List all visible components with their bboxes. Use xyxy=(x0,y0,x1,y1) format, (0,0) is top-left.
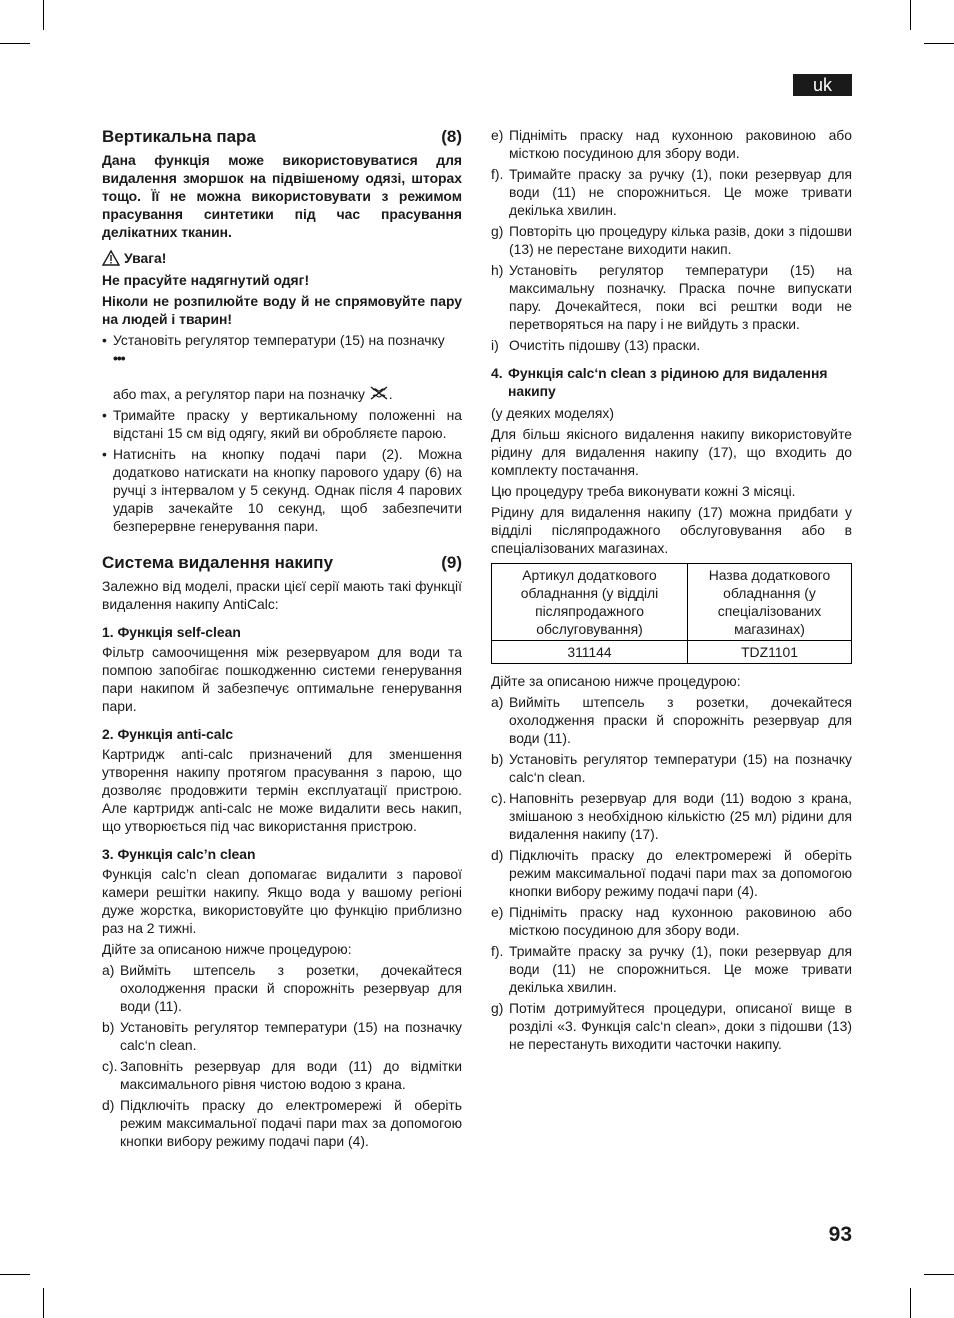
crop-mark xyxy=(924,43,954,44)
step-text: Тримайте праску за ручку (1), поки резервуар для води (11) не спорожниться. Це може тривати декілька хвилин. xyxy=(509,166,852,218)
list-item xyxy=(491,750,852,786)
section-number: (8) xyxy=(441,127,462,146)
bullet-icon: • xyxy=(102,332,107,348)
step-text: Наповніть резервуар для води (11) водою з крана, змішаною з необхідною кількістю (25 мл) рідини для видалення накипу (17). xyxy=(509,790,852,842)
list-item xyxy=(491,222,852,258)
list-item-text: Тримайте праску у вертикальному положенні на відстані 15 см від одягу, який ви обробляєте парою. xyxy=(113,407,462,441)
step-text: Вийміть штепсель з розетки, дочекайтеся охолодження праски й спорожніть резервуар для води (11). xyxy=(120,962,462,1014)
function-text-calc-clean: Функція calc’n clean допомагає видалити з парової камери решітки накипу. Якщо вода у вашому регіоні дуже жорстка, використовуйте цю функцію приблизно раз на 2 тижні. xyxy=(102,866,462,936)
list-item xyxy=(491,903,852,939)
step-text: Установіть регулятор температури (15) на максимальну позначку. Праска почне випускати пару. Дочекайтеся, поки всі рештки води не перетворяться на пару і не вийдуть з праски. xyxy=(509,262,852,332)
warning-triangle-icon xyxy=(102,250,120,266)
step-marker: b) xyxy=(491,751,504,767)
function-number: 4. xyxy=(491,365,503,381)
procedure-intro: Дійте за описаною нижче процедурою: xyxy=(491,673,741,689)
function-title-calc-clean-liquid xyxy=(491,364,852,400)
language-badge: uk xyxy=(793,74,852,96)
steam-symbol-icon xyxy=(369,385,389,401)
list-item xyxy=(491,693,852,747)
list-item xyxy=(491,126,852,162)
step-text: Установіть регулятор температури (15) на позначку calc‘n clean. xyxy=(120,1019,462,1053)
crop-mark xyxy=(43,0,44,30)
list-item-text: Натисніть на кнопку подачі пари (2). Можна додатково натискати на кнопку парового удару (6) на ручці з інтервалом у 5 секунд. Однак після 4 парових ударів зачекайте 10 секунд, щоб забезпечити безперервне генерування пари. xyxy=(113,446,462,534)
list-item xyxy=(491,999,852,1053)
section-title-vertical-steam xyxy=(102,126,462,148)
table-header-cell: Назва додаткового обладнання (у спеціалізованих магазинах) xyxy=(688,564,852,641)
list-item xyxy=(491,261,852,333)
list-item xyxy=(102,445,462,535)
list-item xyxy=(102,406,462,442)
list-item xyxy=(491,165,852,219)
descaling-intro: Залежно від моделі, праски цієї серії мають такі функції видалення накипу AntiCalc: xyxy=(102,578,462,612)
step-text: Повторіть цю процедуру кілька разів, доки з підошви (13) не перестане виходити накип. xyxy=(509,223,852,257)
left-column xyxy=(102,126,462,1153)
step-marker: c). xyxy=(102,1058,118,1074)
right-column xyxy=(491,126,852,1056)
crop-mark xyxy=(910,1288,911,1318)
function-title-calc-clean: 3. Функція calc’n clean xyxy=(102,846,256,862)
procedure-intro: Дійте за описаною нижче процедурою: xyxy=(102,941,352,957)
step-marker: e) xyxy=(491,904,504,920)
vertical-steam-intro: Дана функція може використовуватися для видалення зморшок на підвішеному одязі, шторах тощо. Її не можна використовувати з режимом прасування синтетики під час прасування делікатних тканин. xyxy=(102,152,462,240)
table-row xyxy=(492,641,852,664)
step-text: Тримайте праску за ручку (1), поки резервуар для води (11) не спорожниться. Це може тривати декілька хвилин. xyxy=(509,943,852,995)
step-marker: d) xyxy=(491,847,504,863)
page-number: 93 xyxy=(828,1223,852,1246)
bullet-text-part: . xyxy=(388,386,393,402)
bullet-icon: • xyxy=(102,407,107,423)
models-note: (у деяких моделях) xyxy=(491,405,614,421)
liquid-text-2: Цю процедуру треба виконувати кожні 3 місяці. xyxy=(491,483,796,499)
step-text: Вийміть штепсель з розетки, дочекайтеся охолодження праски й спорожніть резервуар для води (11). xyxy=(509,694,852,746)
step-marker: f). xyxy=(491,943,504,959)
step-text: Заповніть резервуар для води (11) до відмітки максимального рівня чистою водою з крана. xyxy=(120,1058,462,1092)
liquid-text-1: Для більш якісного видалення накипу використовуйте рідину для видалення накипу (17), що входить до комплекту постачання. xyxy=(491,426,852,478)
bullet-text-part: або max, а регулятор пари на позначку xyxy=(113,386,365,402)
step-marker: g) xyxy=(491,1000,504,1016)
step-text: Підніміть праску над кухонною раковиною або місткою посудиною для збору води. xyxy=(509,127,852,161)
function-title-anti-calc: 2. Функція anti-calc xyxy=(102,726,234,742)
crop-mark xyxy=(924,1274,954,1275)
step-text: Потім дотримуйтеся процедури, описаної вище в розділі «3. Функція calc‘n clean», доки з підошви (13) не перестануть виходити часточки накипу. xyxy=(509,1000,852,1052)
step-marker: f). xyxy=(491,166,504,182)
list-item xyxy=(102,1057,462,1093)
step-text: Підключіть праску до електромережі й оберіть режим максимальної подачі пари max за допомогою кнопки вибору режиму подачі пари (4). xyxy=(120,1097,462,1149)
warning-text-2: Ніколи не розпилюйте воду й не спрямовуйте пару на людей і тварин! xyxy=(102,293,462,327)
crop-mark xyxy=(0,43,30,44)
step-marker: i) xyxy=(491,337,499,353)
calc-clean-steps-left xyxy=(102,961,462,1150)
section-title-descaling xyxy=(102,552,462,574)
list-item xyxy=(102,331,462,403)
step-text: Очистіть підошву (13) праски. xyxy=(509,337,701,353)
function-text-anti-calc: Картридж anti-calc призначений для зменшення утворення накипу протягом прасування з парою, що дозволяє продовжити термін експлуатації пристрою. Але картридж anti-calc не може видалити весь накип, що утворюється під час використання пристрою. xyxy=(102,746,462,834)
function-title-self-clean: 1. Функція self-clean xyxy=(102,624,241,640)
warning-text-1: Не прасуйте надягнутий одяг! xyxy=(102,272,310,288)
step-marker: g) xyxy=(491,223,504,239)
list-item xyxy=(102,1096,462,1150)
crop-mark xyxy=(0,1274,30,1275)
warning-heading xyxy=(102,249,462,267)
warning-label: Увага! xyxy=(124,250,167,266)
step-text: Підключіть праску до електромережі й оберіть режим максимальної подачі пари max за допомогою кнопки вибору режиму подачі пари (4). xyxy=(509,847,852,899)
bullet-text-part: Установіть регулятор температури (15) на позначку xyxy=(113,332,445,348)
function-text-self-clean: Фільтр самоочищення між резервуаром для води та помпою запобігає пошкодженню системи генерування пари накипом й забезпечує оптимальне генерування пари. xyxy=(102,644,462,714)
table-cell: 311144 xyxy=(492,641,688,664)
table-cell: TDZ1101 xyxy=(688,641,852,664)
temperature-dots-symbol: ••• xyxy=(113,350,125,366)
section-number: (9) xyxy=(441,553,462,572)
list-item xyxy=(102,1018,462,1054)
crop-mark xyxy=(910,0,911,30)
step-text: Установіть регулятор температури (15) на позначку calc‘n clean. xyxy=(509,751,852,785)
list-item xyxy=(491,942,852,996)
step-marker: d) xyxy=(102,1097,115,1113)
step-marker: h) xyxy=(491,262,504,278)
step-marker: c). xyxy=(491,790,507,806)
table-header-cell: Артикул додаткового обладнання (у відділі післяпродажного обслуговування) xyxy=(492,564,688,641)
step-marker: e) xyxy=(491,127,504,143)
list-item xyxy=(491,336,852,354)
step-marker: a) xyxy=(491,694,504,710)
bullet-icon: • xyxy=(102,446,107,462)
list-item-text xyxy=(113,331,462,403)
accessory-table xyxy=(491,563,852,664)
section-title-text: Вертикальна пара xyxy=(102,127,256,146)
crop-mark xyxy=(43,1288,44,1318)
list-item xyxy=(491,846,852,900)
step-text: Підніміть праску над кухонною раковиною або місткою посудиною для збору води. xyxy=(509,904,852,938)
table-row xyxy=(492,564,852,641)
liquid-text-3: Рідину для видалення накипу (17) можна придбати у відділі післяпродажного обслуговування або в спеціалізованих магазинах. xyxy=(491,504,852,556)
function-title-text: Функція calc‘n clean з рідиною для видалення накипу xyxy=(508,365,828,399)
list-item xyxy=(491,789,852,843)
calc-clean-steps-right xyxy=(491,126,852,354)
calc-clean-liquid-steps xyxy=(491,693,852,1053)
step-marker: a) xyxy=(102,962,115,978)
step-marker: b) xyxy=(102,1019,115,1035)
section-title-text: Система видалення накипу xyxy=(102,553,334,572)
vertical-steam-bullets xyxy=(102,331,462,535)
list-item xyxy=(102,961,462,1015)
